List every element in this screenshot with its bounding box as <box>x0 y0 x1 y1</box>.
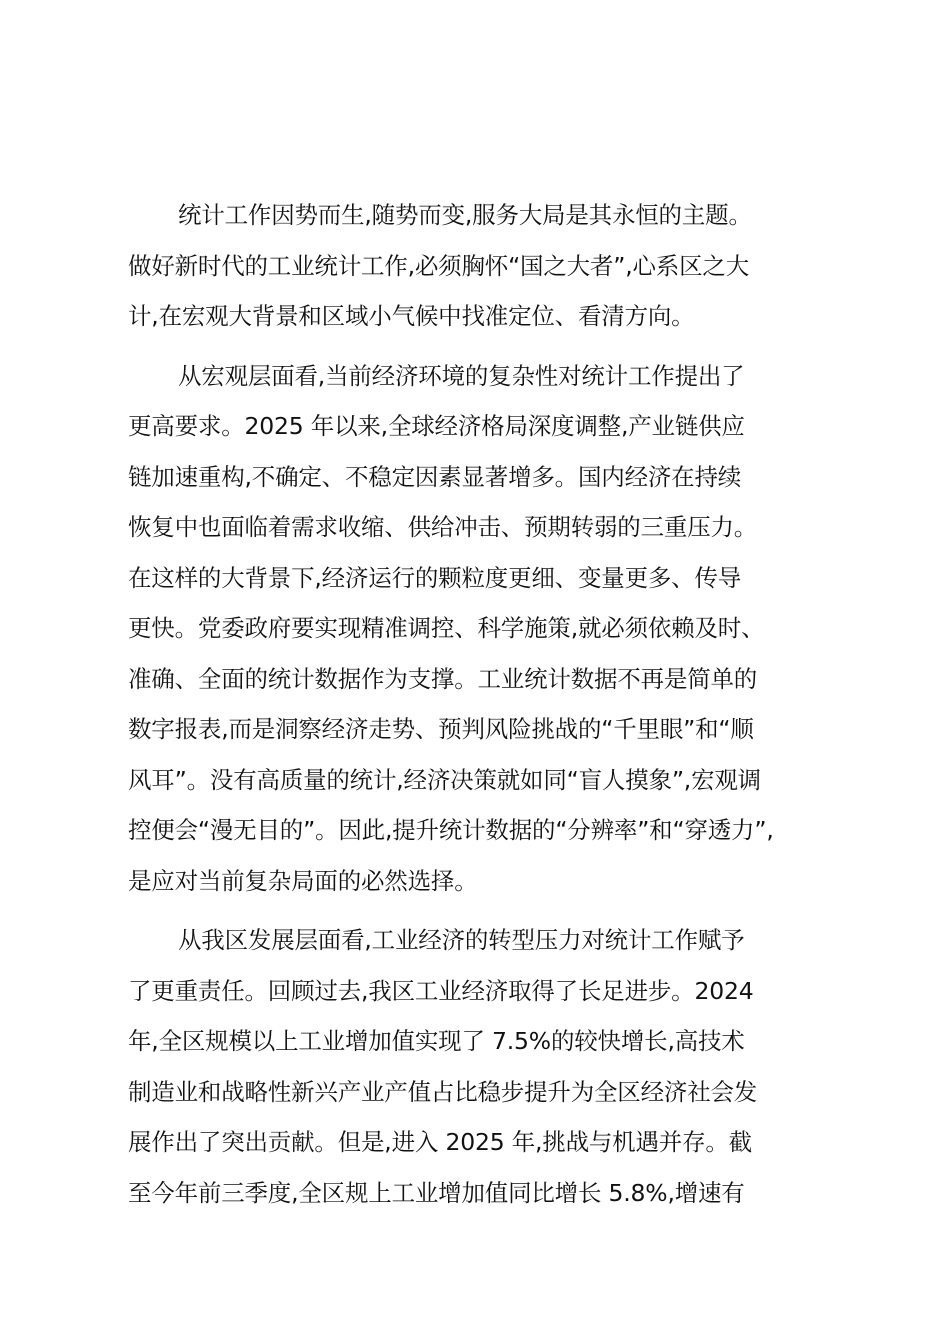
text-line: 链加速重构,不确定、不稳定因素显著增多。国内经济在持续 <box>128 462 742 491</box>
paragraph-2 <box>128 351 820 907</box>
document-page <box>128 190 820 1227</box>
text-line: 计,在宏观大背景和区域小气候中找准定位、看清方向。 <box>128 302 695 330</box>
text-line: 统计工作因势而生,随势而变,服务大局是其永恒的主题。 <box>178 201 752 229</box>
text-line: 风耳”。没有高质量的统计,经济决策就如同“盲人摸象”,宏观调 <box>128 765 761 794</box>
text-line: 制造业和战略性新兴产业产值占比稳步提升为全区经济社会发 <box>128 1077 758 1106</box>
text-line: 准确、全面的统计数据作为支撑。工业统计数据不再是简单的 <box>128 664 758 693</box>
text-line: 数字报表,而是洞察经济走势、预判风险挑战的“千里眼”和“顺 <box>128 715 754 743</box>
text-line: 做好新时代的工业统计工作,必须胸怀“国之大者”,心系区之大 <box>128 251 749 280</box>
paragraph-3 <box>128 915 820 1218</box>
text-line: 从宏观层面看,当前经济环境的复杂性对统计工作提出了 <box>178 361 745 390</box>
text-line: 展作出了突出贡献。但是,进入 2025 年,挑战与机遇并存。截 <box>128 1128 752 1156</box>
text-line: 更高要求。2025 年以来,全球经济格局深度调整,产业链供应 <box>128 412 745 440</box>
text-line: 是应对当前复杂局面的必然选择。 <box>128 866 478 895</box>
text-line: 至今年前三季度,全区规上工业增加值同比增长 5.8%,增速有 <box>128 1178 745 1207</box>
paragraph-1 <box>128 190 820 342</box>
text-line: 更快。党委政府要实现精准调控、科学施策,就必须依赖及时、 <box>128 614 765 642</box>
text-line: 恢复中也面临着需求收缩、供给冲击、预期转弱的三重压力。 <box>128 513 758 541</box>
text-line: 年,全区规模以上工业增加值实现了 7.5%的较快增长,高技术 <box>128 1027 745 1055</box>
text-line: 从我区发展层面看,工业经济的转型压力对统计工作赋予 <box>178 926 745 954</box>
text-line: 了更重责任。回顾过去,我区工业经济取得了长足进步。2024 <box>128 976 754 1005</box>
text-line: 在这样的大背景下,经济运行的颗粒度更细、变量更多、传导 <box>128 563 742 592</box>
text-line: 控便会“漫无目的”。因此,提升统计数据的“分辨率”和“穿透力”, <box>128 816 774 844</box>
